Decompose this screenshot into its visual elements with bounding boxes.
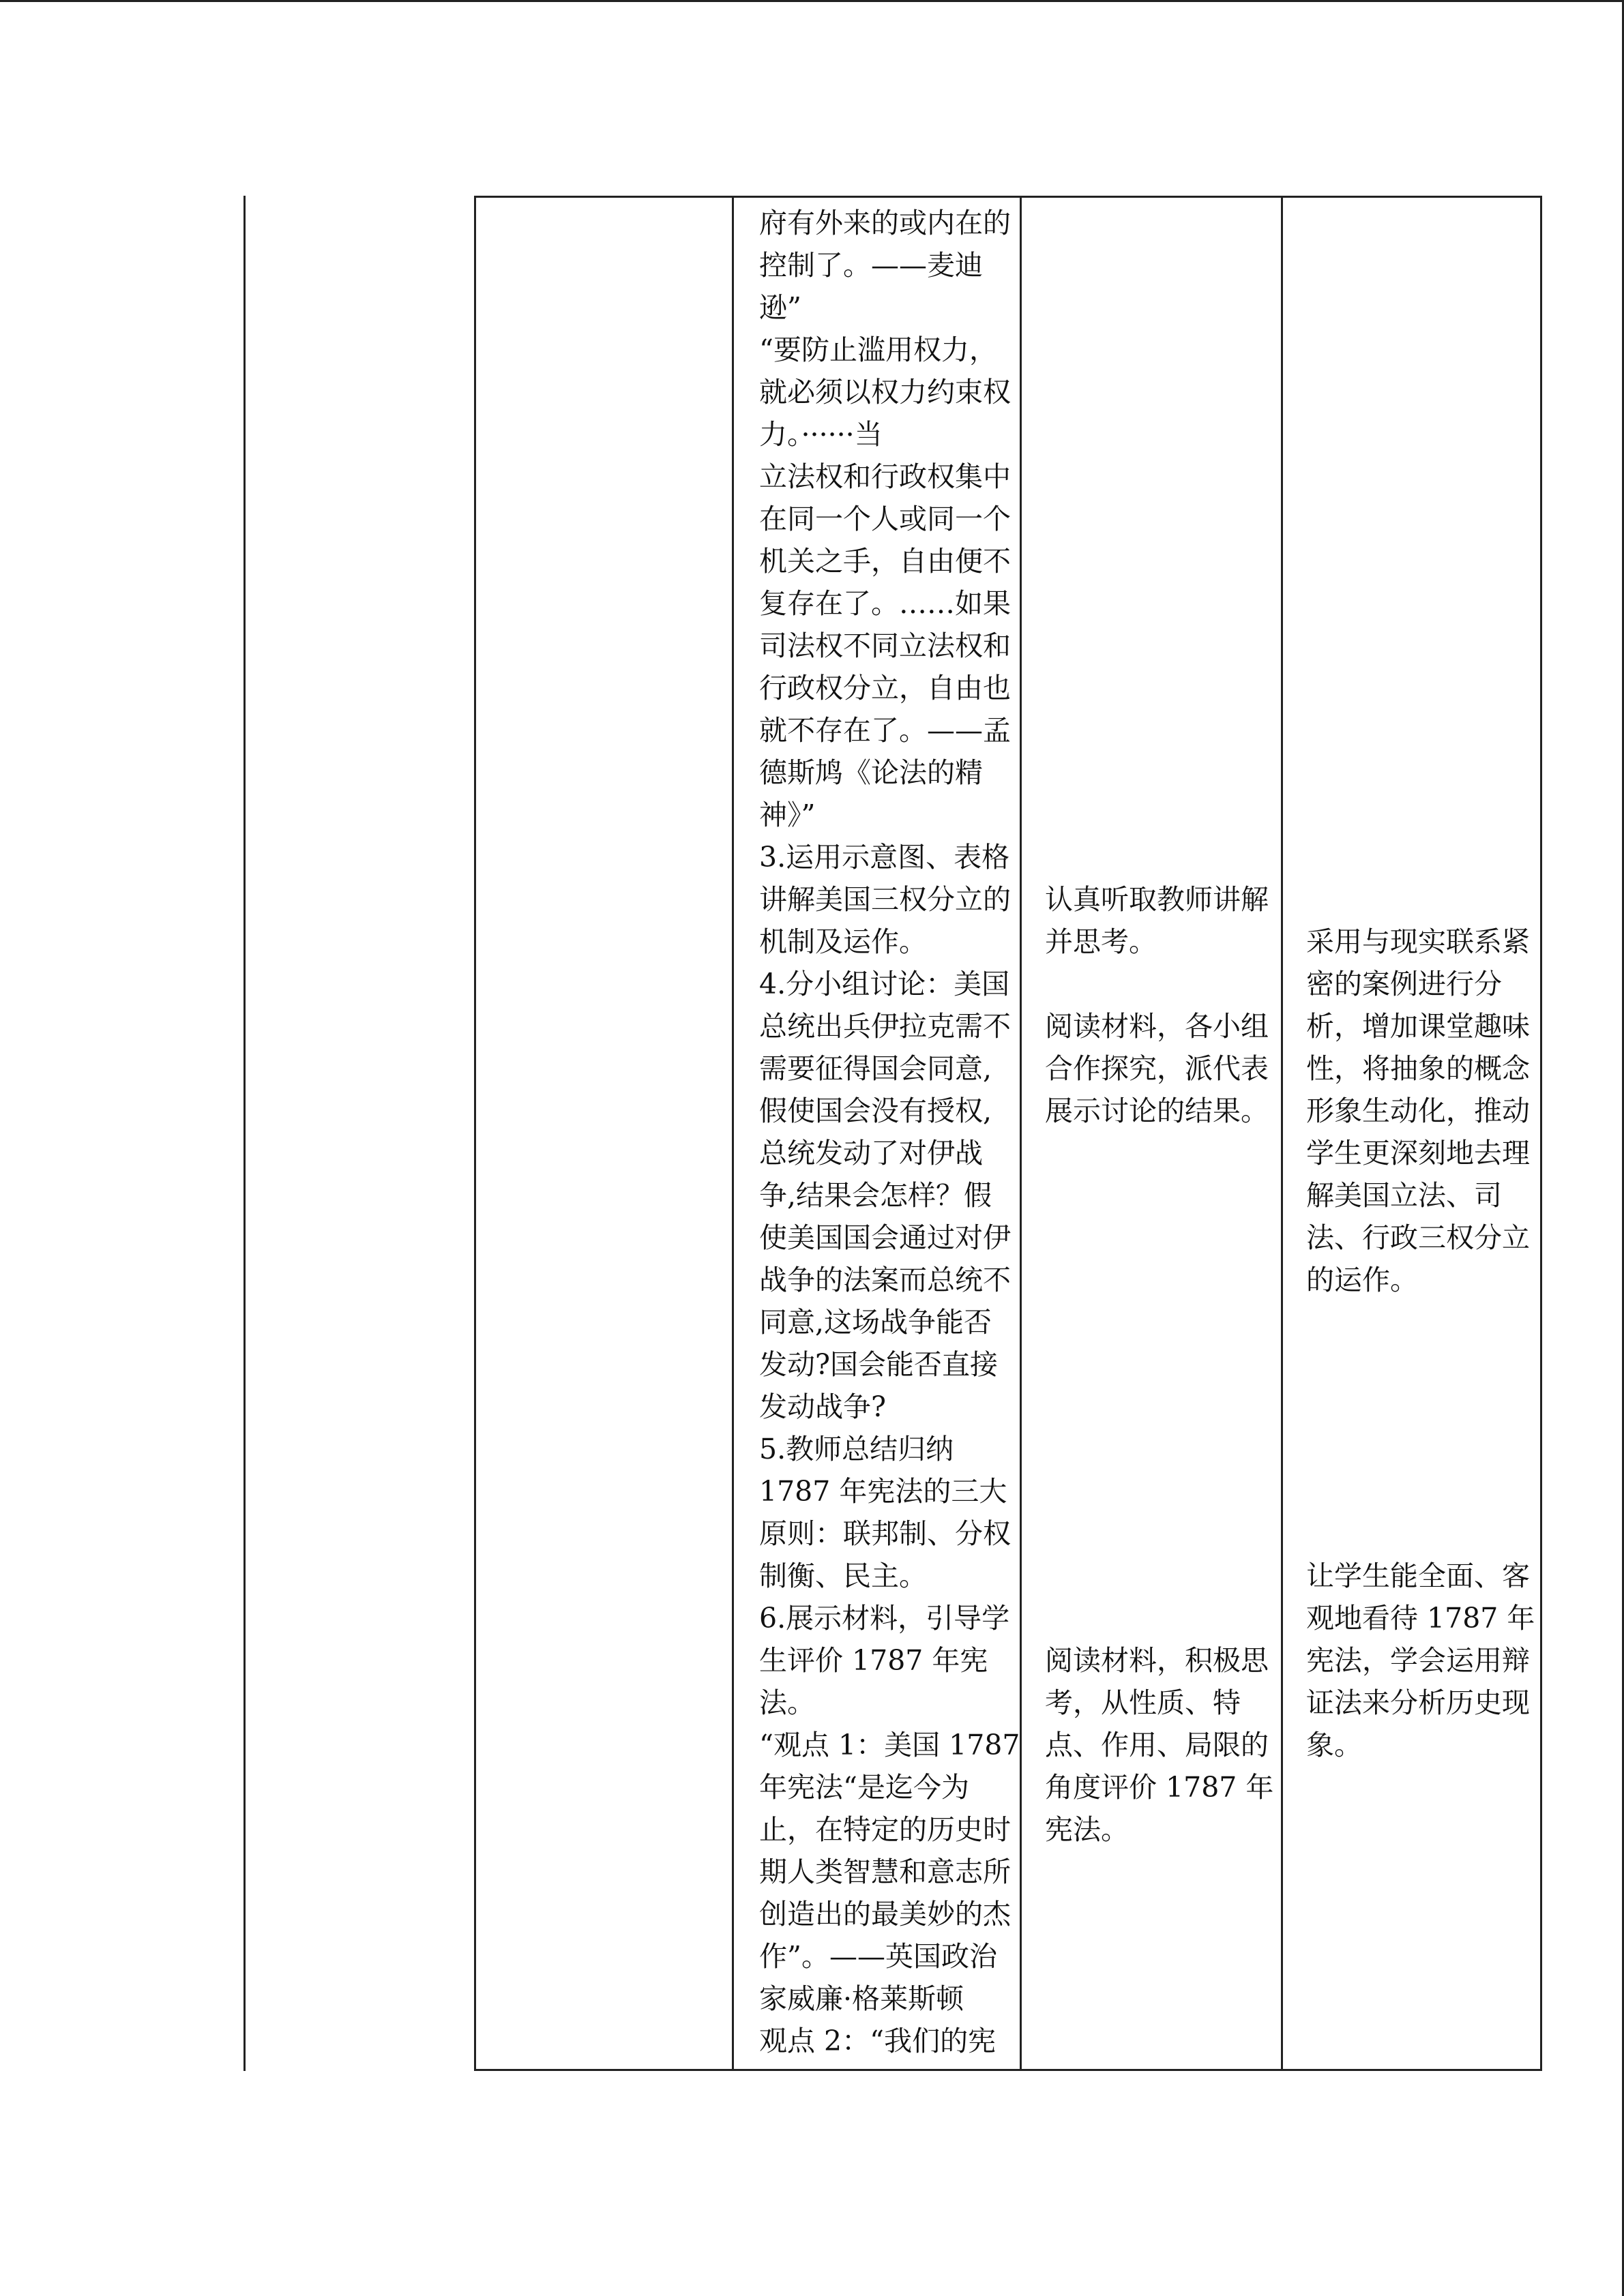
content-line: 逊” [759,291,801,324]
student-line: 点、作用、局限的 [1045,1729,1269,1761]
content-line: 制衡、民主。 [759,1560,927,1592]
content-line: 年宪法“是迄今为 [759,1771,969,1804]
content-line: 就必须以权力约束权 [759,376,1011,408]
content-line: 4.分小组讨论：美国 [759,968,1010,1000]
spacer [1045,1132,1281,1639]
content-line: 3.运用示意图、表格 [759,841,1010,874]
intent-line: 学生更深刻地去理 [1306,1137,1530,1169]
intent-line: 宪法，学会运用辩 [1306,1644,1530,1677]
content-line: 需要征得国会同意, [759,1052,992,1085]
content-line: 发动战争? [759,1390,886,1423]
left-column-rule [243,196,246,2071]
student-activity-cell [1031,198,1290,1851]
content-line: 总统发动了对伊战 [759,1137,983,1169]
content-line: 作”。——英国政治 [759,1940,997,1973]
content-line: 生评价 1787 年宪 [759,1644,988,1677]
intent-line: 象。 [1306,1729,1362,1761]
content-line: 机关之手，自由便不 [759,545,1011,578]
content-line: 在同一个人或同一个 [759,503,1011,535]
student-line: 合作探究，派代表 [1045,1052,1269,1085]
content-line: 控制了。——麦迪 [759,249,983,282]
content-line: 机制及运作。 [759,925,927,958]
intent-line: 证法来分析历史现 [1306,1686,1530,1719]
design-intent-cell [1293,198,1552,1766]
intent-line: 解美国立法、司 [1306,1179,1502,1212]
student-line: 认真听取教师讲解 [1045,883,1269,916]
content-line: 德斯鸠《论法的精 [759,756,983,789]
content-line: 创造出的最美妙的杰 [759,1898,1011,1930]
content-line: 府有外来的或内在的 [759,207,1011,239]
content-line: 发动?国会能否直接 [759,1348,998,1381]
intent-line: 法、行政三权分立 [1306,1221,1530,1254]
teaching-content-cell [745,198,1032,2062]
intent-line: 性，将抽象的概念 [1306,1052,1530,1085]
page-border-top [0,0,1624,2]
content-line: 就不存在了。——孟 [759,714,1011,747]
content-line: 同意,这场战争能否 [759,1306,992,1339]
spacer [1306,202,1545,921]
content-line: “要防止滥用权力， [759,333,997,366]
student-line: 考，从性质、特 [1045,1686,1241,1719]
intent-line: 形象生动化，推动 [1306,1094,1530,1127]
content-line: 法。 [759,1686,815,1719]
content-line: 战争的法案而总统不 [759,1264,1011,1296]
content-line: 家威廉·格莱斯顿 [759,1982,964,2015]
content-line: 使美国国会通过对伊 [759,1221,1011,1254]
content-line: 5.教师总结归纳 [759,1433,954,1465]
content-line: 行政权分立，自由也 [759,672,1011,704]
content-line: 讲解美国三权分立的 [759,883,1011,916]
content-line: 争,结果会怎样？假 [759,1179,992,1212]
column-divider [732,198,734,2069]
student-line: 展示讨论的结果。 [1045,1094,1269,1127]
intent-line: 观地看待 1787 年 [1306,1602,1535,1635]
intent-line: 采用与现实联系紧 [1306,925,1530,958]
content-line: 1787 年宪法的三大 [759,1475,1007,1508]
intent-line: 的运作。 [1306,1264,1418,1296]
intent-line: 析，增加课堂趣味 [1306,1010,1530,1043]
content-line: 观点 2：“我们的宪 [759,2025,996,2057]
content-line: 原则：联邦制、分权 [759,1517,1011,1550]
content-line: “观点 1：美国 1787 [759,1729,1020,1761]
content-line: 假使国会没有授权, [759,1094,992,1127]
student-line: 宪法。 [1045,1813,1129,1846]
content-line: 立法权和行政权集中 [759,460,1011,493]
intent-line: 让学生能全面、客 [1306,1560,1530,1592]
student-line: 阅读材料，积极思 [1045,1644,1269,1677]
spacer [1306,1301,1545,1555]
spacer [1045,202,1281,878]
student-line: 并思考。 [1045,925,1157,958]
lesson-plan-table [474,196,1542,2071]
spacer [1045,963,1281,1005]
content-line: 6.展示材料，引导学 [759,1602,1010,1635]
content-line: 总统出兵伊拉克需不 [759,1010,1011,1043]
content-line: 期人类智慧和意志所 [759,1855,1011,1888]
content-line: 神》” [759,799,816,831]
content-line: 力。······当 [759,418,883,451]
content-line: 止，在特定的历史时 [759,1813,1011,1846]
content-line: 司法权不同立法权和 [759,629,1011,662]
intent-line: 密的案例进行分 [1306,968,1502,1000]
content-line: 复存在了。……如果 [759,587,1011,620]
student-line: 角度评价 1787 年 [1045,1771,1274,1804]
student-line: 阅读材料，各小组 [1045,1010,1269,1043]
